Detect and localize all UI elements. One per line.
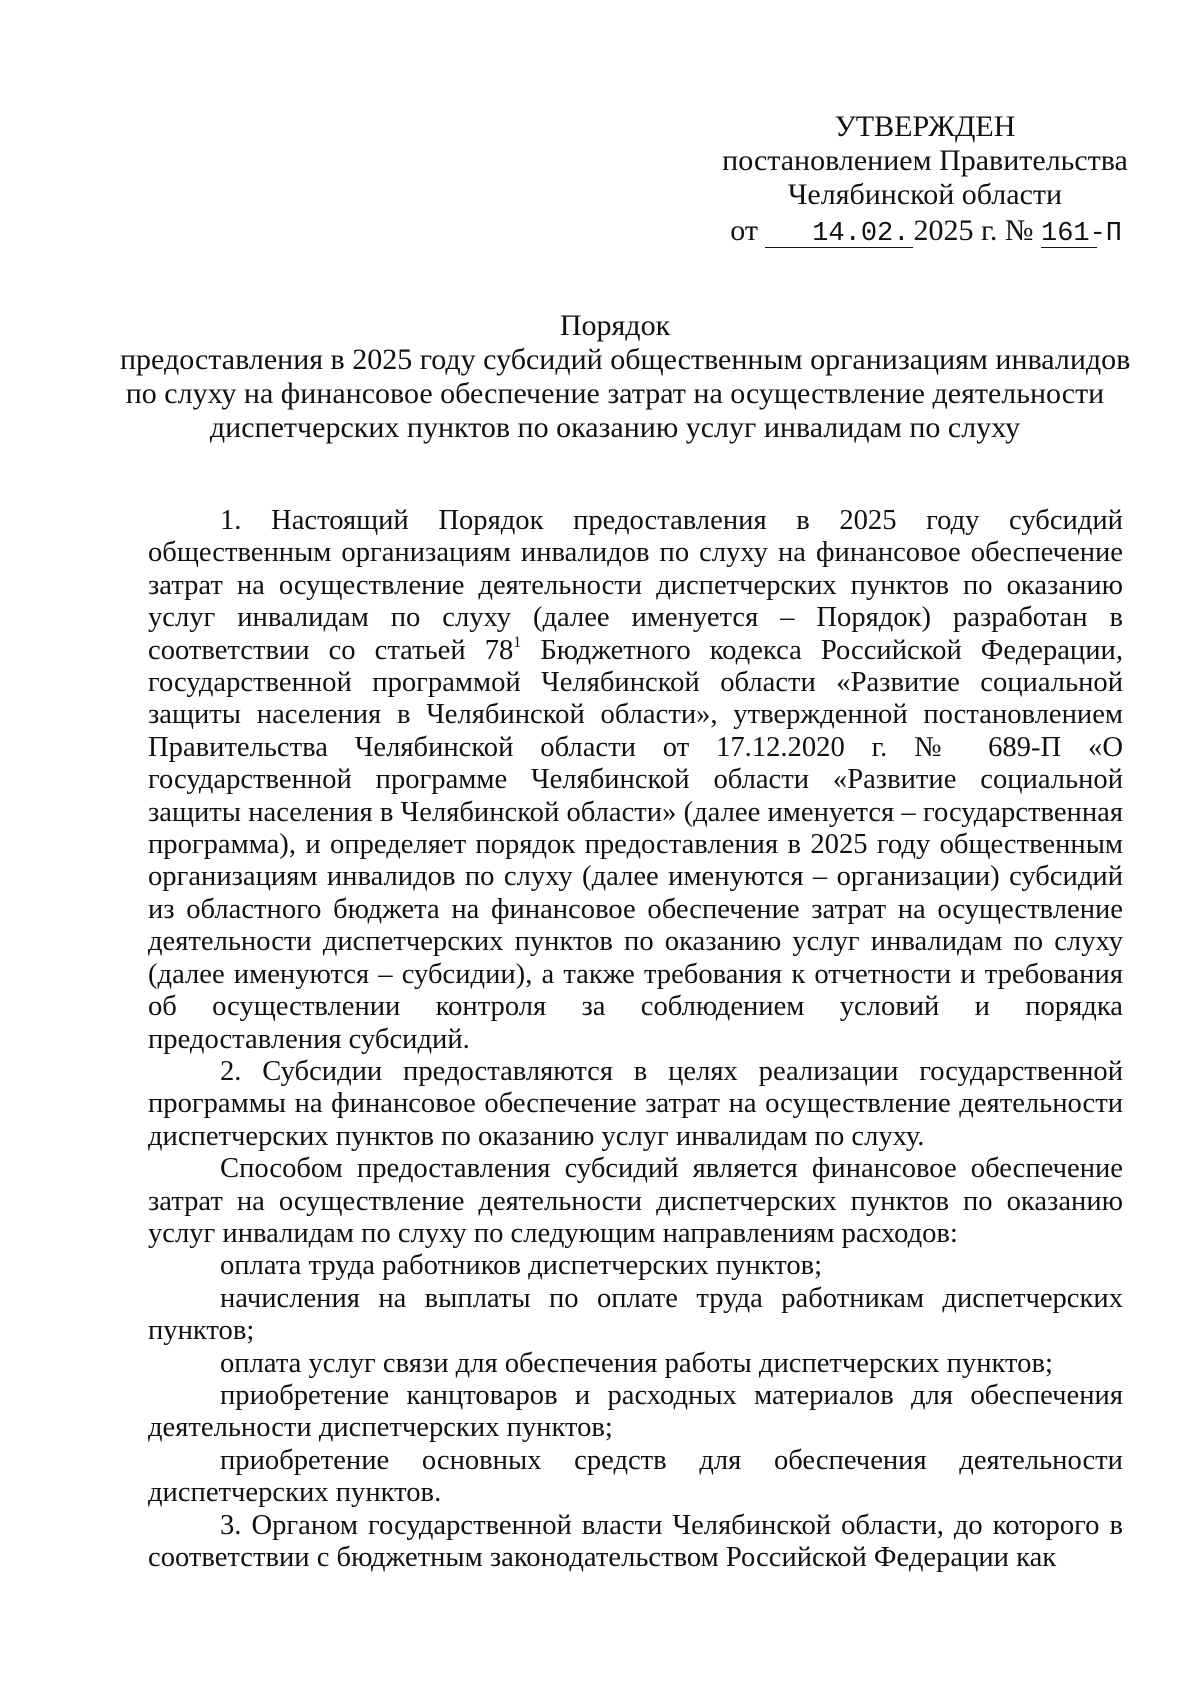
expense-item-5: приобретение основных средств для обеспечения деятельности диспетчерских пунктов.	[148, 1444, 1123, 1509]
expense-item-4: приобретение канцтоваров и расходных материалов для обеспечения деятельности диспетчерских пунктов;	[148, 1379, 1123, 1444]
title-line-1: Порядок	[559, 309, 671, 342]
approval-date: 14.02.	[765, 221, 913, 248]
approval-year: 2025 г. №	[913, 214, 1034, 247]
approval-from: от	[730, 214, 758, 247]
paragraph-2: 2. Субсидии предоставляются в целях реализации государственной программы на финансовое обеспечение затрат на осуществление деятельности диспетчерских пунктов по оказанию услуг инвалидам по слуху.	[148, 1055, 1123, 1152]
paragraph-1-end: Бюджетного кодекса Российской Федерации, государственной программой Челябинской области «Развитие социальной защиты населения в Челябинской области», утвержденной постановлением Правительства Челябинской области от 17.12.2020 г. № 689-П «О государственной программе Челябинской области «Развитие социальной защиты населения в Челябинской области» (далее именуется – государственная программа), и определяет порядок предоставления в 2025 году общественным организациям инвалидов по слуху (далее именуются – организации) субсидий из областного бюджета на финансовое обеспечение затрат на осуществление деятельности диспетчерских пунктов по оказанию услуг инвалидам по слуху (далее именуются – субсидии), а также требования к отчетности и требования об осуществлении контроля за соблюдением условий и порядка предоставления субсидий.	[148, 634, 1123, 1055]
paragraph-3: Способом предоставления субсидий является финансовое обеспечение затрат на осуществление деятельности диспетчерских пунктов по оказанию услуг инвалидам по слуху по следующим направлениям расходов:	[148, 1153, 1123, 1249]
approval-number: 161-П	[1041, 219, 1123, 249]
approval-heading: УТВЕРЖДЕН	[834, 110, 1016, 143]
paragraph-1-start: 1. Настоящий Порядок предоставления в 2025 году субсидий общественным организациям инвалидов по слуху на финансовое обеспечение затрат на осуществление деятельности диспетчерских пунктов по оказанию услуг инвалидам по слуху (далее именуется – Порядок) разработан в соответствии со статьей 78	[148, 505, 1123, 666]
document-body	[148, 505, 1123, 1574]
title-line-2: предоставления в 2025 году субсидий общественным организациям инвалидов	[120, 343, 1131, 376]
expense-item-2: начисления на выплаты по оплате труда работникам диспетчерских пунктов;	[148, 1282, 1123, 1347]
article-superscript: 1	[513, 633, 522, 651]
approval-line-2: Челябинской области	[787, 178, 1063, 211]
title-line-4: диспетчерских пунктов по оказанию услуг инвалидам по слуху	[209, 411, 1021, 444]
document-title	[120, 309, 1131, 445]
expense-item-3: оплата услуг связи для обеспечения работы диспетчерских пунктов;	[220, 1347, 1053, 1379]
paragraph-1	[148, 505, 1123, 1056]
title-line-3: по слуху на финансовое обеспечение затрат на осуществление деятельности	[125, 377, 1105, 410]
paragraph-3-start: 3. Органом государственной власти Челябинской области, до которого в соответствии с бюджетным законодательством Российской Федерации как	[148, 1509, 1123, 1573]
expense-item-1: оплата труда работников диспетчерских пунктов;	[220, 1250, 823, 1282]
approval-line-1: постановлением Правительства	[722, 144, 1128, 177]
approval-date-line	[715, 214, 1135, 248]
approval-stamp	[715, 110, 1135, 248]
